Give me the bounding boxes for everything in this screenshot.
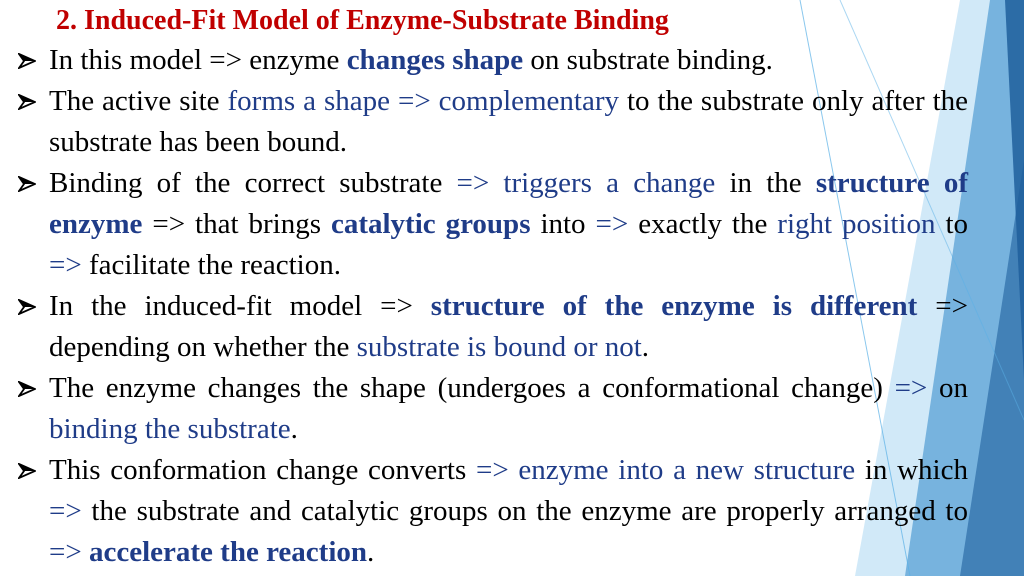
bullet-item bbox=[18, 286, 968, 368]
highlight-text: => bbox=[49, 495, 82, 527]
highlight-text: => enzyme into a new structure bbox=[475, 454, 856, 486]
bullet-text: to the substrate only after the substrate has been bound. bbox=[49, 85, 968, 158]
highlight-text: binding the substrate bbox=[49, 413, 291, 445]
bullet-text: . bbox=[641, 331, 650, 363]
bullet-item bbox=[18, 368, 968, 450]
highlight-text: => bbox=[595, 208, 629, 240]
bullet-text: on bbox=[927, 372, 968, 404]
bullet-text: on substrate binding. bbox=[523, 44, 773, 76]
highlight-text: substrate is bound or not bbox=[356, 331, 642, 363]
bullet-text: The active site bbox=[49, 85, 228, 117]
highlight-text: => triggers a change bbox=[456, 167, 716, 199]
bullet-text: . bbox=[367, 536, 375, 568]
highlight-text: right position bbox=[777, 208, 936, 240]
bullet-text: The enzyme changes the shape (undergoes a conformational change) bbox=[49, 372, 895, 404]
bullet-text: into bbox=[530, 208, 596, 240]
arrow-bullet-icon bbox=[18, 381, 36, 397]
arrow-bullet-icon bbox=[18, 463, 36, 479]
bullet-list bbox=[18, 40, 968, 573]
arrow-bullet-icon bbox=[18, 53, 36, 69]
bullet-text: In this model => enzyme bbox=[49, 44, 347, 76]
bullet-text: the substrate and catalytic groups on the enzyme are properly arranged to bbox=[81, 495, 968, 527]
arrow-bullet-icon bbox=[18, 176, 36, 192]
emphasis-text: changes shape bbox=[346, 44, 524, 76]
emphasis-text: structure of the enzyme is different bbox=[430, 290, 918, 322]
bullet-text: => that brings bbox=[142, 208, 331, 240]
emphasis-text: structure of enzyme bbox=[49, 167, 968, 240]
bullet-text: => depending on whether the bbox=[49, 290, 968, 363]
bullet-item bbox=[18, 40, 968, 81]
arrow-bullet-icon bbox=[18, 94, 36, 110]
bullet-text: facilitate the reaction. bbox=[81, 249, 341, 281]
highlight-text: forms a shape => complementary bbox=[227, 85, 620, 117]
highlight-text: => bbox=[894, 372, 928, 404]
bullet-text: to bbox=[935, 208, 969, 240]
arrow-bullet-icon bbox=[18, 299, 36, 315]
bullet-text: in which bbox=[855, 454, 968, 486]
highlight-text: => bbox=[49, 249, 82, 281]
emphasis-text: accelerate the reaction bbox=[88, 536, 368, 568]
bullet-text: in the bbox=[715, 167, 816, 199]
bullet-text: Binding of the correct substrate bbox=[49, 167, 457, 199]
slide-title: 2. Induced-Fit Model of Enzyme-Substrate Binding bbox=[56, 5, 669, 36]
bullet-item bbox=[18, 81, 968, 163]
highlight-text: => bbox=[49, 536, 82, 568]
bullet-text: exactly the bbox=[628, 208, 778, 240]
bullet-item bbox=[18, 450, 968, 573]
emphasis-text: catalytic groups bbox=[330, 208, 531, 240]
bullet-text: . bbox=[290, 413, 298, 445]
slide-content bbox=[18, 0, 968, 573]
bullet-text: In the induced-fit model => bbox=[49, 290, 431, 322]
bullet-text bbox=[82, 536, 89, 568]
bullet-item bbox=[18, 163, 968, 286]
bullet-text: This conformation change converts bbox=[49, 454, 476, 486]
